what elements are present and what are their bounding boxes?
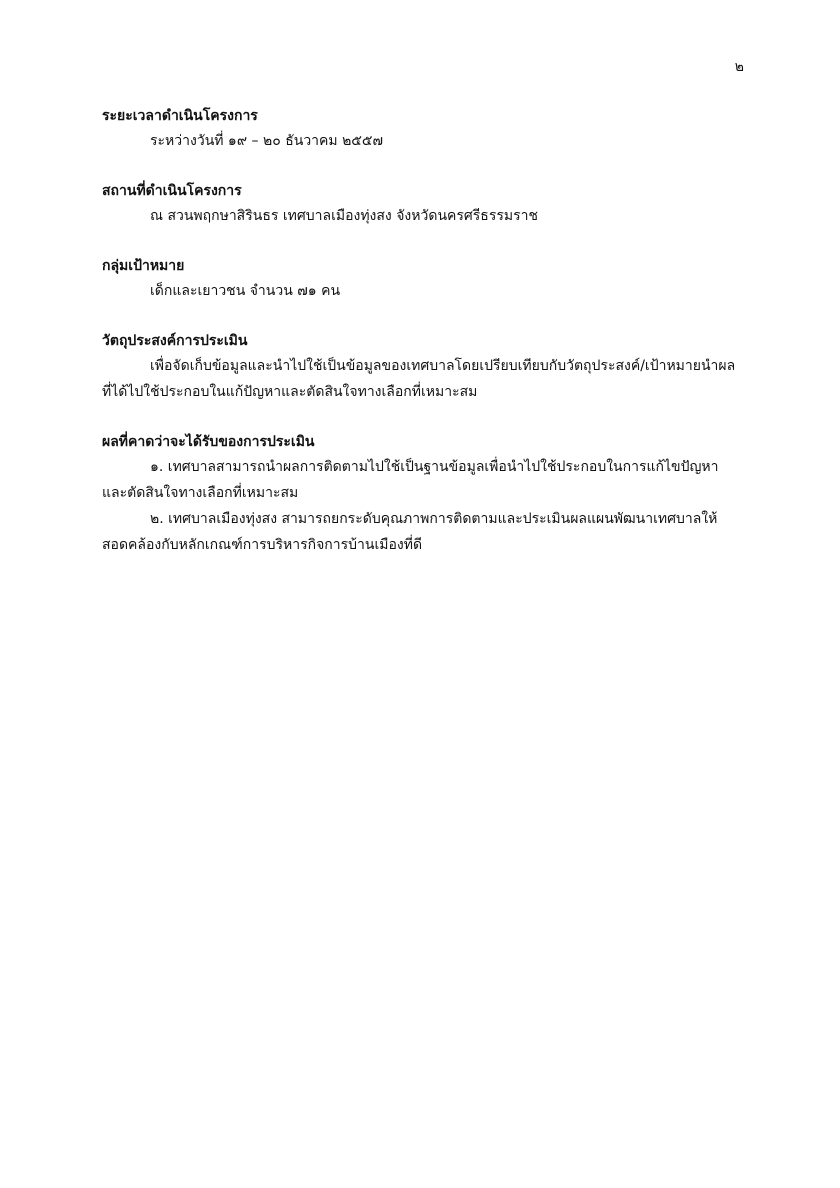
- section-heading-target: กลุ่มเป้าหมาย: [102, 258, 185, 274]
- section-objective: [102, 329, 742, 405]
- section-expected: [102, 430, 742, 558]
- expected-item-2: ๒. เทศบาลเมืองทุ่งสง สามารถยกระดับคุณภาพการติดตามและประเมินผลแผนพัฒนาเทศบาลให้สอดคล้องกับหลักเกณฑ์การบริหารกิจการบ้านเมืองที่ดี: [102, 511, 718, 553]
- section-heading-expected: ผลที่คาดว่าจะได้รับของการประเมิน: [102, 434, 315, 450]
- section-text-objective: เพื่อจัดเก็บข้อมูลและนำไปใช้เป็นข้อมูลของเทศบาลโดยเปรียบเทียบกับวัตถุประสงค์/เป้าหมายนำผลที่ได้ไปใช้ประกอบในแก้ปัญหาและตัดสินใจทางเลือกที่เหมาะสม: [102, 358, 736, 400]
- section-heading-location: สถานที่ดำเนินโครงการ: [102, 183, 242, 199]
- section-heading-duration: ระยะเวลาดำเนินโครงการ: [102, 108, 258, 124]
- section-text-location: ณ สวนพฤกษาสิรินธร เทศบาลเมืองทุ่งสง จังหวัดนครศรีธรรมราช: [150, 208, 538, 224]
- section-location: [102, 179, 742, 229]
- page-number: ๒: [734, 59, 744, 75]
- document-body: [102, 104, 742, 583]
- section-heading-objective: วัตถุประสงค์การประเมิน: [102, 333, 248, 349]
- section-target: [102, 254, 742, 304]
- section-duration: [102, 104, 742, 154]
- section-text-target: เด็กและเยาวชน จำนวน ๗๑ คน: [150, 283, 341, 299]
- section-text-duration: ระหว่างวันที่ ๑๙ – ๒๐ ธันวาคม ๒๕๕๗: [150, 133, 384, 149]
- expected-item-1: ๑. เทศบาลสามารถนำผลการติดตามไปใช้เป็นฐานข้อมูลเพื่อนำไปใช้ประกอบในการแก้ไขปัญหาและตัดสินใจทางเลือกที่เหมาะสม: [102, 459, 719, 501]
